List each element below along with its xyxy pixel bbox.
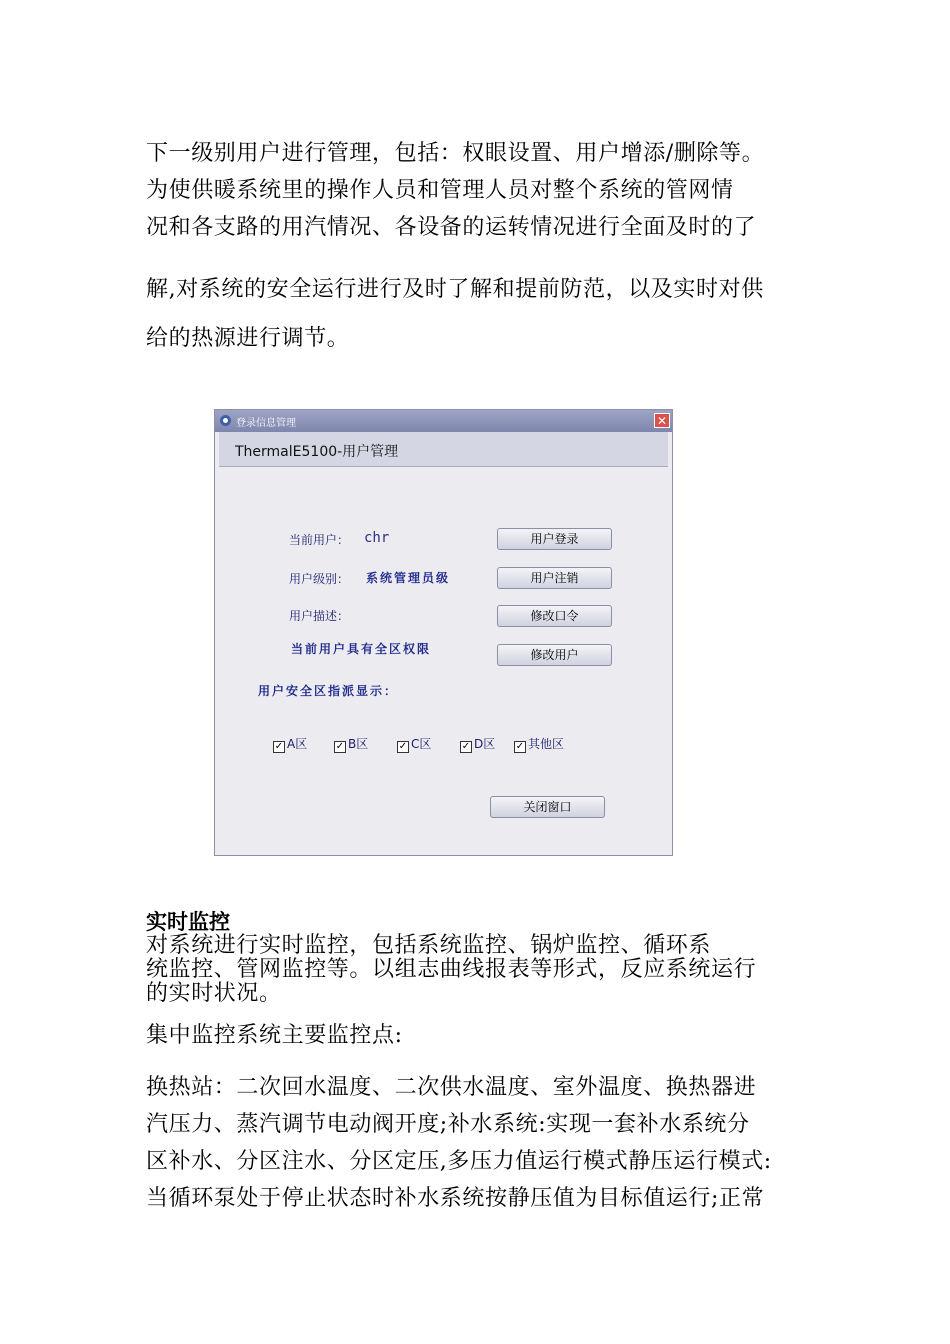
body-line-1: 集中监控系统主要监控点:	[146, 1023, 403, 1048]
checkbox-check-icon: ✓	[274, 741, 284, 752]
section-line-2: 统监控、管网监控等。以组志曲线报表等形式，反应系统运行	[146, 957, 757, 982]
user-level-label: 用户级别：	[289, 572, 350, 586]
user-management-dialog	[214, 409, 673, 856]
zone-label-a: A区	[287, 737, 308, 751]
zone-checkbox-d[interactable]	[460, 735, 495, 753]
current-user-value: chr	[364, 530, 390, 546]
intro-line-4: 解,对系统的安全运行进行及时了解和提前防范，以及实时对供	[146, 277, 764, 302]
current-user-label: 当前用户：	[289, 533, 350, 547]
checkbox-check-icon: ✓	[398, 741, 408, 752]
zone-checkbox-b[interactable]	[334, 735, 368, 753]
body-line-5: 当循环泵处于停止状态时补水系统按静压值为目标值运行;正常	[146, 1186, 765, 1211]
zone-checkbox-other[interactable]	[514, 735, 564, 753]
dialog-header	[219, 432, 668, 467]
intro-line-5: 给的热源进行调节。	[146, 326, 350, 351]
zone-display-label: 用户安全区指派显示：	[258, 684, 399, 698]
user-level-value: 系统管理员级	[366, 571, 451, 585]
checkbox-check-icon: ✓	[335, 741, 345, 752]
user-description-label: 用户描述：	[289, 609, 350, 623]
dialog-window-title: 登录信息管理	[236, 418, 296, 429]
close-window-button[interactable]: 关闭窗口	[490, 796, 605, 818]
body-line-3: 汽压力、蒸汽调节电动阀开度;补水系统:实现一套补水系统分	[146, 1112, 750, 1137]
change-password-button[interactable]: 修改口令	[497, 605, 612, 627]
intro-line-3: 况和各支路的用汽情况、各设备的运转情况进行全面及时的了	[146, 215, 757, 240]
zone-checkbox-c[interactable]	[397, 735, 431, 753]
dialog-titlebar	[215, 410, 672, 432]
dialog-header-title: ThermalE5100-用户管理	[235, 444, 399, 460]
user-logout-button[interactable]: 用户注销	[497, 567, 612, 589]
close-icon[interactable]: ✕	[654, 413, 670, 428]
body-line-4: 区补水、分区注水、分区定压,多压力值运行模式静压运行模式:	[146, 1149, 772, 1174]
body-line-2: 换热站：二次回水温度、二次供水温度、室外温度、换热器进	[146, 1075, 757, 1100]
zone-label-b: B区	[348, 737, 369, 751]
permission-note: 当前用户具有全区权限	[291, 642, 432, 656]
zone-label-c: C区	[411, 737, 432, 751]
modify-user-button[interactable]: 修改用户	[497, 644, 612, 666]
section-title: 实时监控	[146, 910, 230, 934]
zone-checkbox-a[interactable]	[273, 735, 307, 753]
zone-label-other: 其他区	[528, 737, 565, 751]
checkbox-check-icon: ✓	[515, 741, 525, 752]
intro-line-1: 下一级别用户进行管理，包括：权眼设置、用户增添/删除等。	[146, 141, 765, 166]
app-icon	[220, 415, 231, 426]
checkbox-check-icon: ✓	[461, 741, 471, 752]
section-line-1: 对系统进行实时监控，包括系统监控、锅炉监控、循环系	[146, 933, 712, 958]
section-line-3: 的实时状况。	[146, 981, 282, 1006]
intro-line-2: 为使供暖系统里的操作人员和管理人员对整个系统的管网情	[146, 178, 734, 203]
zone-label-d: D区	[474, 737, 496, 751]
user-login-button[interactable]: 用户登录	[497, 528, 612, 550]
